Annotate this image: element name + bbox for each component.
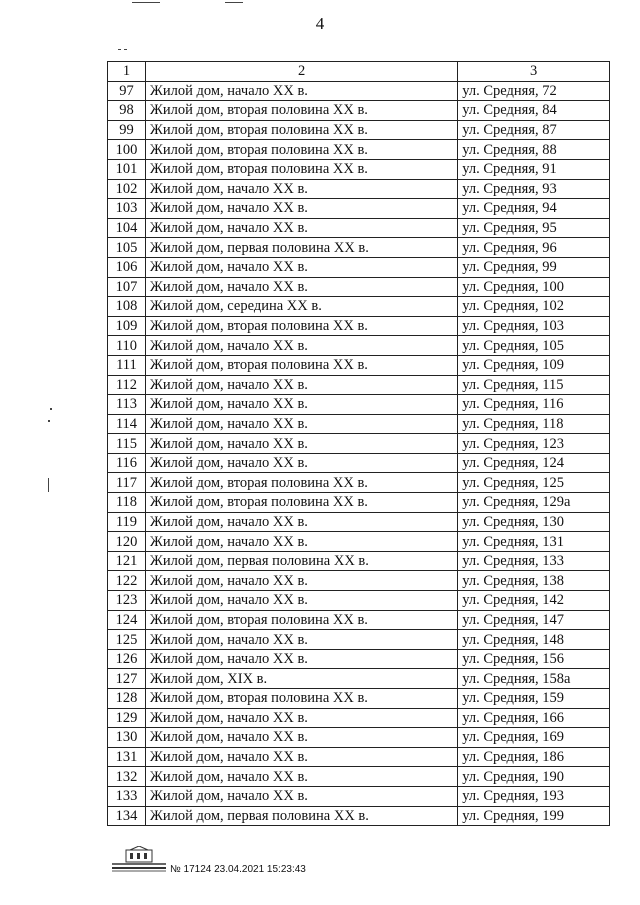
row-number: 122 xyxy=(108,571,146,591)
object-address: ул. Средняя, 84 xyxy=(458,101,610,121)
object-address: ул. Средняя, 147 xyxy=(458,610,610,630)
object-name: Жилой дом, вторая половина XX в. xyxy=(145,355,457,375)
object-address: ул. Средняя, 100 xyxy=(458,277,610,297)
row-number: 131 xyxy=(108,747,146,767)
object-address: ул. Средняя, 118 xyxy=(458,414,610,434)
row-number: 134 xyxy=(108,806,146,826)
table-row xyxy=(108,747,610,767)
table-row xyxy=(108,199,610,219)
object-address: ул. Средняя, 190 xyxy=(458,767,610,787)
row-number: 130 xyxy=(108,728,146,748)
object-address: ул. Средняя, 133 xyxy=(458,551,610,571)
table-row xyxy=(108,532,610,552)
scan-artifact xyxy=(48,420,50,422)
object-address: ул. Средняя, 105 xyxy=(458,336,610,356)
object-address: ул. Средняя, 93 xyxy=(458,179,610,199)
object-name: Жилой дом, начало XX в. xyxy=(145,767,457,787)
object-name: Жилой дом, начало XX в. xyxy=(145,453,457,473)
row-number: 99 xyxy=(108,120,146,140)
row-number: 104 xyxy=(108,218,146,238)
printing-seal-logo xyxy=(108,846,168,874)
scan-artifact xyxy=(225,2,243,3)
object-address: ул. Средняя, 124 xyxy=(458,453,610,473)
table-row xyxy=(108,257,610,277)
table-row xyxy=(108,336,610,356)
table-row xyxy=(108,316,610,336)
table-row xyxy=(108,179,610,199)
row-number: 124 xyxy=(108,610,146,630)
object-name: Жилой дом, вторая половина XX в. xyxy=(145,493,457,513)
object-name: Жилой дом, начало XX в. xyxy=(145,179,457,199)
object-name: Жилой дом, вторая половина XX в. xyxy=(145,316,457,336)
object-name: Жилой дом, начало XX в. xyxy=(145,395,457,415)
table-row xyxy=(108,81,610,101)
object-name: Жилой дом, начало XX в. xyxy=(145,786,457,806)
row-number: 128 xyxy=(108,689,146,709)
table-row xyxy=(108,728,610,748)
object-name: Жилой дом, начало XX в. xyxy=(145,199,457,219)
row-number: 121 xyxy=(108,551,146,571)
object-address: ул. Средняя, 72 xyxy=(458,81,610,101)
object-name: Жилой дом, начало XX в. xyxy=(145,414,457,434)
table-row xyxy=(108,355,610,375)
table-row xyxy=(108,493,610,513)
table-row xyxy=(108,786,610,806)
row-number: 98 xyxy=(108,101,146,121)
table-row xyxy=(108,159,610,179)
row-number: 118 xyxy=(108,493,146,513)
table-header-row xyxy=(108,62,610,82)
object-name: Жилой дом, начало XX в. xyxy=(145,218,457,238)
object-address: ул. Средняя, 123 xyxy=(458,434,610,454)
row-number: 132 xyxy=(108,767,146,787)
object-address: ул. Средняя, 131 xyxy=(458,532,610,552)
object-address: ул. Средняя, 158а xyxy=(458,669,610,689)
heritage-objects-table xyxy=(107,61,610,826)
object-address: ул. Средняя, 94 xyxy=(458,199,610,219)
object-address: ул. Средняя, 103 xyxy=(458,316,610,336)
object-name: Жилой дом, начало XX в. xyxy=(145,747,457,767)
table-row xyxy=(108,610,610,630)
table-row xyxy=(108,375,610,395)
row-number: 103 xyxy=(108,199,146,219)
table-row xyxy=(108,591,610,611)
table-row xyxy=(108,297,610,317)
object-name: Жилой дом, первая половина XX в. xyxy=(145,551,457,571)
row-number: 101 xyxy=(108,159,146,179)
object-name: Жилой дом, вторая половина XX в. xyxy=(145,610,457,630)
table-row xyxy=(108,630,610,650)
object-address: ул. Средняя, 138 xyxy=(458,571,610,591)
object-name: Жилой дом, вторая половина XX в. xyxy=(145,101,457,121)
row-number: 120 xyxy=(108,532,146,552)
scan-artifact xyxy=(118,49,121,50)
object-name: Жилой дом, начало XX в. xyxy=(145,532,457,552)
scan-artifact xyxy=(50,408,52,410)
object-address: ул. Средняя, 193 xyxy=(458,786,610,806)
column-header-name: 2 xyxy=(145,62,457,82)
object-address: ул. Средняя, 148 xyxy=(458,630,610,650)
table-row xyxy=(108,473,610,493)
table-row xyxy=(108,453,610,473)
table-row xyxy=(108,140,610,160)
object-name: Жилой дом, начало XX в. xyxy=(145,336,457,356)
row-number: 107 xyxy=(108,277,146,297)
object-address: ул. Средняя, 159 xyxy=(458,689,610,709)
table-row xyxy=(108,669,610,689)
row-number: 110 xyxy=(108,336,146,356)
row-number: 129 xyxy=(108,708,146,728)
object-address: ул. Средняя, 109 xyxy=(458,355,610,375)
object-name: Жилой дом, начало XX в. xyxy=(145,649,457,669)
object-name: Жилой дом, начало XX в. xyxy=(145,277,457,297)
row-number: 116 xyxy=(108,453,146,473)
table-row xyxy=(108,101,610,121)
object-address: ул. Средняя, 169 xyxy=(458,728,610,748)
object-address: ул. Средняя, 116 xyxy=(458,395,610,415)
row-number: 108 xyxy=(108,297,146,317)
row-number: 125 xyxy=(108,630,146,650)
row-number: 126 xyxy=(108,649,146,669)
scan-artifact xyxy=(124,49,127,50)
table-row xyxy=(108,708,610,728)
row-number: 127 xyxy=(108,669,146,689)
object-name: Жилой дом, вторая половина XX в. xyxy=(145,140,457,160)
object-name: Жилой дом, начало XX в. xyxy=(145,728,457,748)
object-address: ул. Средняя, 88 xyxy=(458,140,610,160)
table-row xyxy=(108,571,610,591)
object-address: ул. Средняя, 115 xyxy=(458,375,610,395)
row-number: 115 xyxy=(108,434,146,454)
table-row xyxy=(108,551,610,571)
row-number: 105 xyxy=(108,238,146,258)
object-address: ул. Средняя, 96 xyxy=(458,238,610,258)
object-name: Жилой дом, середина XX в. xyxy=(145,297,457,317)
table-row xyxy=(108,120,610,140)
object-address: ул. Средняя, 91 xyxy=(458,159,610,179)
document-registration-stamp: № 17124 23.04.2021 15:23:43 xyxy=(170,864,306,875)
table-row xyxy=(108,238,610,258)
table-row xyxy=(108,649,610,669)
table-row xyxy=(108,395,610,415)
column-header-number: 1 xyxy=(108,62,146,82)
row-number: 119 xyxy=(108,512,146,532)
object-address: ул. Средняя, 142 xyxy=(458,591,610,611)
object-address: ул. Средняя, 130 xyxy=(458,512,610,532)
row-number: 109 xyxy=(108,316,146,336)
object-address: ул. Средняя, 102 xyxy=(458,297,610,317)
table-row xyxy=(108,806,610,826)
object-name: Жилой дом, начало XX в. xyxy=(145,257,457,277)
table-row xyxy=(108,218,610,238)
object-address: ул. Средняя, 125 xyxy=(458,473,610,493)
row-number: 112 xyxy=(108,375,146,395)
table-row xyxy=(108,414,610,434)
row-number: 102 xyxy=(108,179,146,199)
column-header-address: 3 xyxy=(458,62,610,82)
row-number: 106 xyxy=(108,257,146,277)
object-address: ул. Средняя, 199 xyxy=(458,806,610,826)
table-row xyxy=(108,689,610,709)
table-row xyxy=(108,277,610,297)
object-address: ул. Средняя, 129а xyxy=(458,493,610,513)
row-number: 114 xyxy=(108,414,146,434)
object-address: ул. Средняя, 99 xyxy=(458,257,610,277)
row-number: 97 xyxy=(108,81,146,101)
object-name: Жилой дом, начало XX в. xyxy=(145,630,457,650)
object-name: Жилой дом, начало XX в. xyxy=(145,591,457,611)
object-address: ул. Средняя, 186 xyxy=(458,747,610,767)
object-address: ул. Средняя, 166 xyxy=(458,708,610,728)
page-number: 4 xyxy=(315,14,325,33)
object-name: Жилой дом, начало XX в. xyxy=(145,81,457,101)
table-body xyxy=(108,81,610,826)
object-name: Жилой дом, начало XX в. xyxy=(145,434,457,454)
scan-artifact xyxy=(48,478,49,492)
object-address: ул. Средняя, 87 xyxy=(458,120,610,140)
row-number: 111 xyxy=(108,355,146,375)
table-row xyxy=(108,512,610,532)
object-name: Жилой дом, начало XX в. xyxy=(145,708,457,728)
table-row xyxy=(108,767,610,787)
object-name: Жилой дом, вторая половина XX в. xyxy=(145,120,457,140)
object-name: Жилой дом, вторая половина XX в. xyxy=(145,159,457,179)
object-name: Жилой дом, вторая половина XX в. xyxy=(145,473,457,493)
object-name: Жилой дом, вторая половина XX в. xyxy=(145,689,457,709)
row-number: 113 xyxy=(108,395,146,415)
row-number: 100 xyxy=(108,140,146,160)
object-name: Жилой дом, начало XX в. xyxy=(145,375,457,395)
object-name: Жилой дом, XIX в. xyxy=(145,669,457,689)
object-address: ул. Средняя, 156 xyxy=(458,649,610,669)
object-name: Жилой дом, начало XX в. xyxy=(145,512,457,532)
object-address: ул. Средняя, 95 xyxy=(458,218,610,238)
object-name: Жилой дом, первая половина XX в. xyxy=(145,238,457,258)
row-number: 117 xyxy=(108,473,146,493)
scan-artifact xyxy=(132,2,160,3)
row-number: 123 xyxy=(108,591,146,611)
row-number: 133 xyxy=(108,786,146,806)
object-name: Жилой дом, первая половина XX в. xyxy=(145,806,457,826)
table-row xyxy=(108,434,610,454)
object-name: Жилой дом, начало XX в. xyxy=(145,571,457,591)
